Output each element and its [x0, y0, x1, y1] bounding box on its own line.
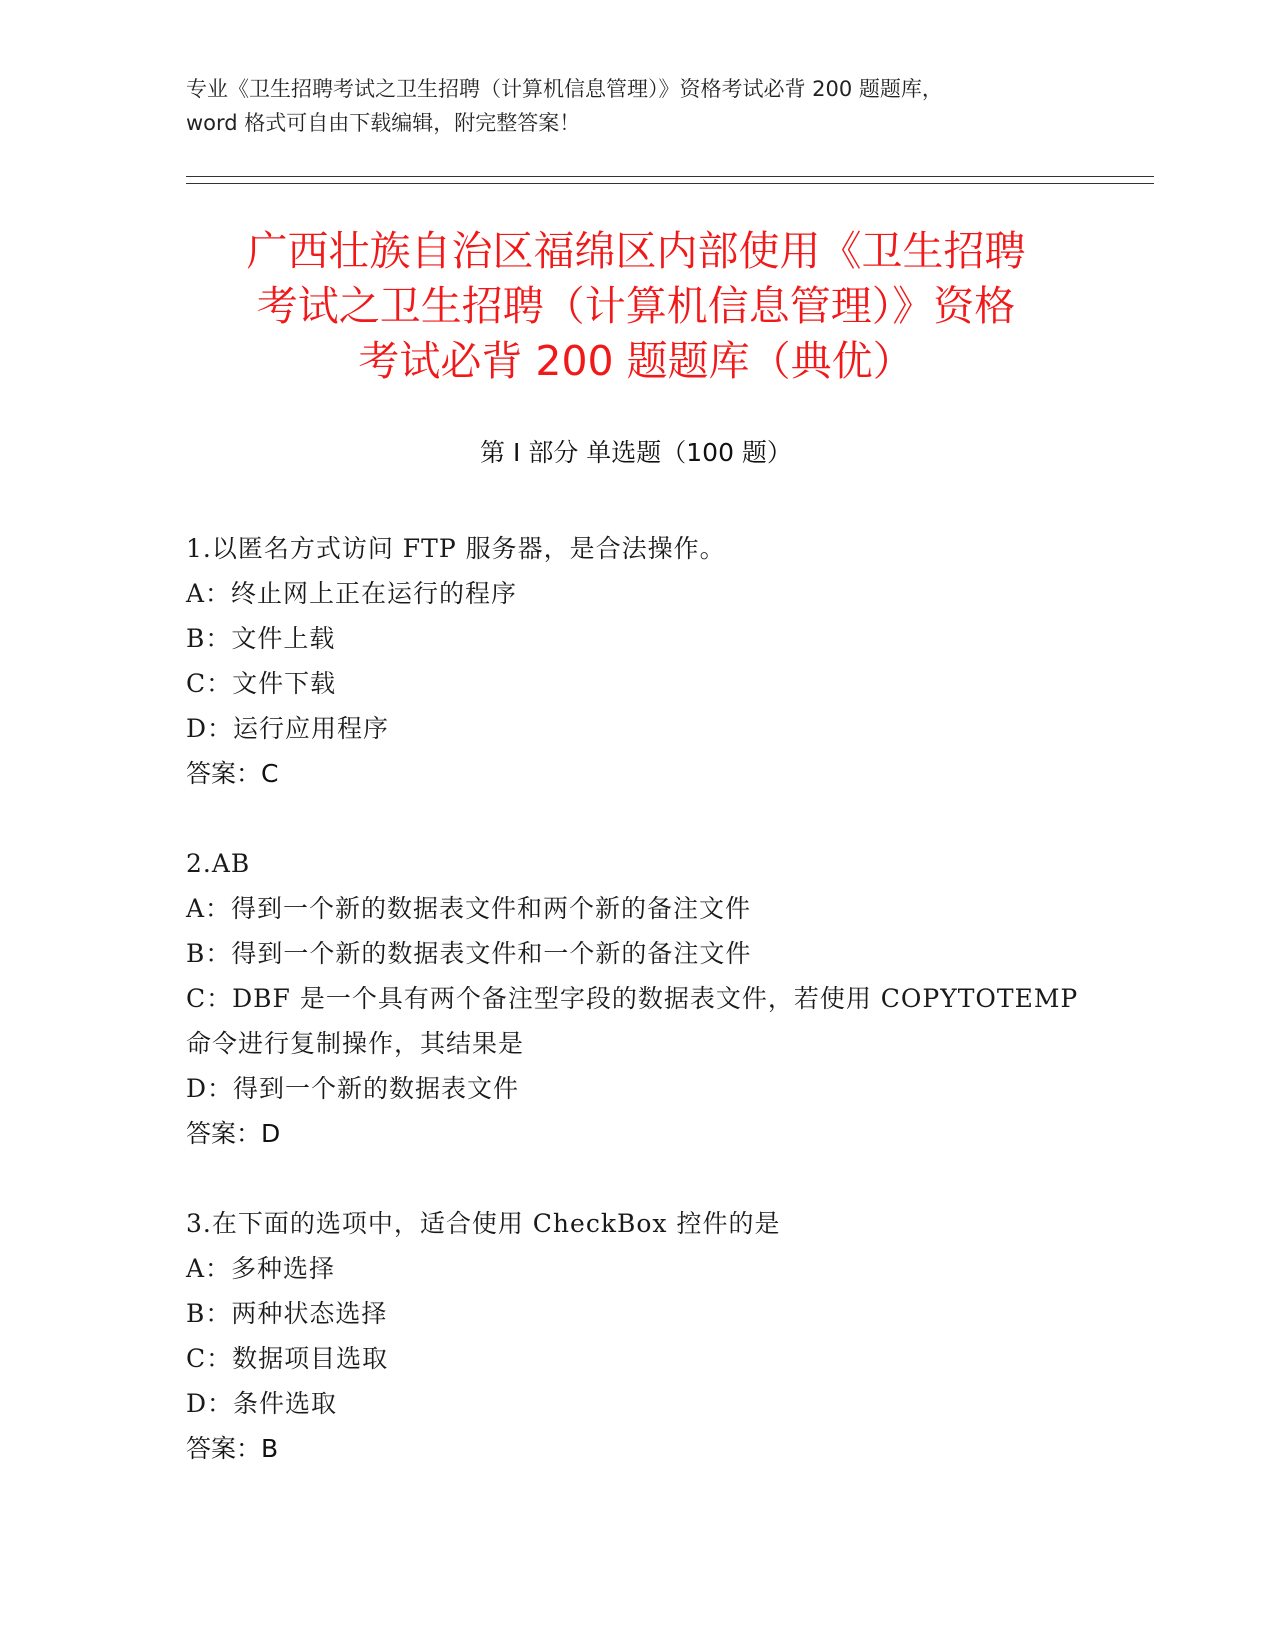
question-option: A：终止网上正在运行的程序	[186, 579, 518, 608]
document-title	[186, 224, 1086, 389]
question-item	[186, 1201, 1086, 1471]
question-stem: 1.以匿名方式访问 FTP 服务器，是合法操作。	[186, 534, 726, 563]
question-answer: 答案：D	[186, 1119, 281, 1148]
question-option: B：得到一个新的数据表文件和一个新的备注文件	[186, 939, 752, 968]
question-option: D：得到一个新的数据表文件	[186, 1074, 520, 1103]
question-option: C：数据项目选取	[186, 1344, 389, 1373]
header-note-line: 专业《卫生招聘考试之卫生招聘（计算机信息管理）》资格考试必背 200 题题库，	[186, 77, 943, 101]
question-option: C：DBF 是一个具有两个备注型字段的数据表文件，若使用 COPYTOTEMP	[186, 984, 1079, 1013]
title-line: 考试之卫生招聘（计算机信息管理）》资格	[256, 282, 1016, 330]
question-list	[186, 526, 1086, 1516]
header-divider	[186, 183, 1154, 184]
header-note	[186, 72, 1086, 140]
question-option: D：运行应用程序	[186, 714, 390, 743]
question-answer: 答案：B	[186, 1434, 279, 1463]
question-item	[186, 526, 1086, 796]
question-option: C：文件下载	[186, 669, 337, 698]
question-option: B：文件上载	[186, 624, 336, 653]
question-stem: 2.AB	[186, 849, 251, 878]
header-note-line: word 格式可自由下载编辑，附完整答案！	[186, 111, 581, 135]
question-option: B：两种状态选择	[186, 1299, 388, 1328]
question-stem: 3.在下面的选项中，适合使用 CheckBox 控件的是	[186, 1209, 781, 1238]
question-option: A：多种选择	[186, 1254, 336, 1283]
section-title: 第 I 部分 单选题（100 题）	[480, 438, 792, 467]
title-line: 考试必背 200 题题库（典优）	[358, 337, 914, 385]
question-option: A：得到一个新的数据表文件和两个新的备注文件	[186, 894, 752, 923]
question-option-continuation: 命令进行复制操作，其结果是	[186, 1029, 525, 1058]
question-option: D：条件选取	[186, 1389, 338, 1418]
title-line: 广西壮族自治区福绵区内部使用《卫生招聘	[246, 227, 1026, 275]
question-answer: 答案：C	[186, 759, 279, 788]
header-divider	[186, 176, 1154, 177]
question-item	[186, 841, 1086, 1156]
